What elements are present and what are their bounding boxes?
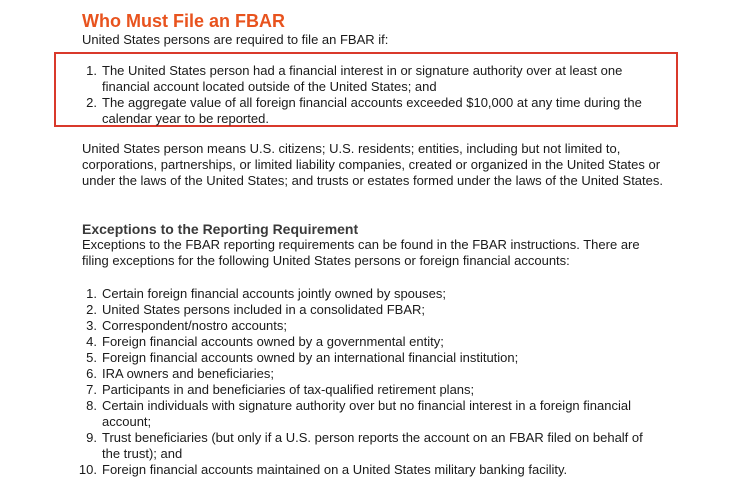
exception-text: Trust beneficiaries (but only if a U.S. person reports the account on an FBAR filed on behalf of the trust); and	[102, 430, 643, 461]
exception-number: 4.	[86, 334, 97, 349]
exception-text: Correspondent/nostro accounts;	[102, 318, 287, 333]
exception-number: 8.	[86, 398, 97, 413]
exception-item	[73, 350, 658, 366]
exception-text: Foreign financial accounts owned by an international financial institution;	[102, 350, 519, 365]
exceptions-heading: Exceptions to the Reporting Requirement	[82, 221, 359, 237]
exception-item	[73, 430, 658, 462]
us-person-definition: United States person means U.S. citizens; U.S. residents; entities, including but not limited to, corporations, partnerships, or limited liability companies, created or organized in the United States or under the laws of the United States; and trusts or estates formed under the laws of the United States.	[82, 141, 663, 188]
exception-text: Certain foreign financial accounts jointly owned by spouses;	[102, 286, 446, 301]
requirements-list	[79, 63, 669, 127]
exception-number: 6.	[86, 366, 97, 381]
exception-item	[73, 334, 658, 350]
exception-number: 7.	[86, 382, 97, 397]
exception-number: 1.	[86, 286, 97, 301]
intro-text: United States persons are required to file an FBAR if:	[82, 32, 389, 47]
exception-text: IRA owners and beneficiaries;	[102, 366, 274, 381]
requirement-number: 2.	[86, 95, 97, 110]
exceptions-list	[73, 286, 658, 478]
exception-item	[73, 366, 658, 382]
exception-text: Certain individuals with signature authority over but no financial interest in a foreign financial account;	[102, 398, 631, 429]
exception-item	[73, 318, 658, 334]
exception-item	[73, 462, 658, 478]
exception-item	[73, 286, 658, 302]
requirement-text: The United States person had a financial interest in or signature authority over at least one financial account located outside of the United States; and	[102, 63, 623, 94]
exception-item	[73, 302, 658, 318]
exception-number: 10.	[78, 462, 97, 477]
exception-number: 5.	[86, 350, 97, 365]
exception-text: United States persons included in a consolidated FBAR;	[102, 302, 426, 317]
exception-number: 3.	[86, 318, 97, 333]
requirement-item	[79, 63, 669, 95]
page-title: Who Must File an FBAR	[82, 11, 285, 31]
exceptions-intro: Exceptions to the FBAR reporting requirements can be found in the FBAR instructions. There are filing exceptions for the following United States persons or foreign financial accounts:	[82, 237, 640, 268]
exception-number: 2.	[86, 302, 97, 317]
requirement-text: The aggregate value of all foreign financial accounts exceeded $10,000 at any time during the calendar year to be reported.	[102, 95, 642, 126]
exception-number: 9.	[86, 430, 97, 445]
exception-item	[73, 398, 658, 430]
exception-item	[73, 382, 658, 398]
exception-text: Participants in and beneficiaries of tax-qualified retirement plans;	[102, 382, 475, 397]
requirement-item	[79, 95, 669, 127]
exception-text: Foreign financial accounts maintained on a United States military banking facility.	[102, 462, 568, 477]
exception-text: Foreign financial accounts owned by a governmental entity;	[102, 334, 444, 349]
requirement-number: 1.	[86, 63, 97, 78]
